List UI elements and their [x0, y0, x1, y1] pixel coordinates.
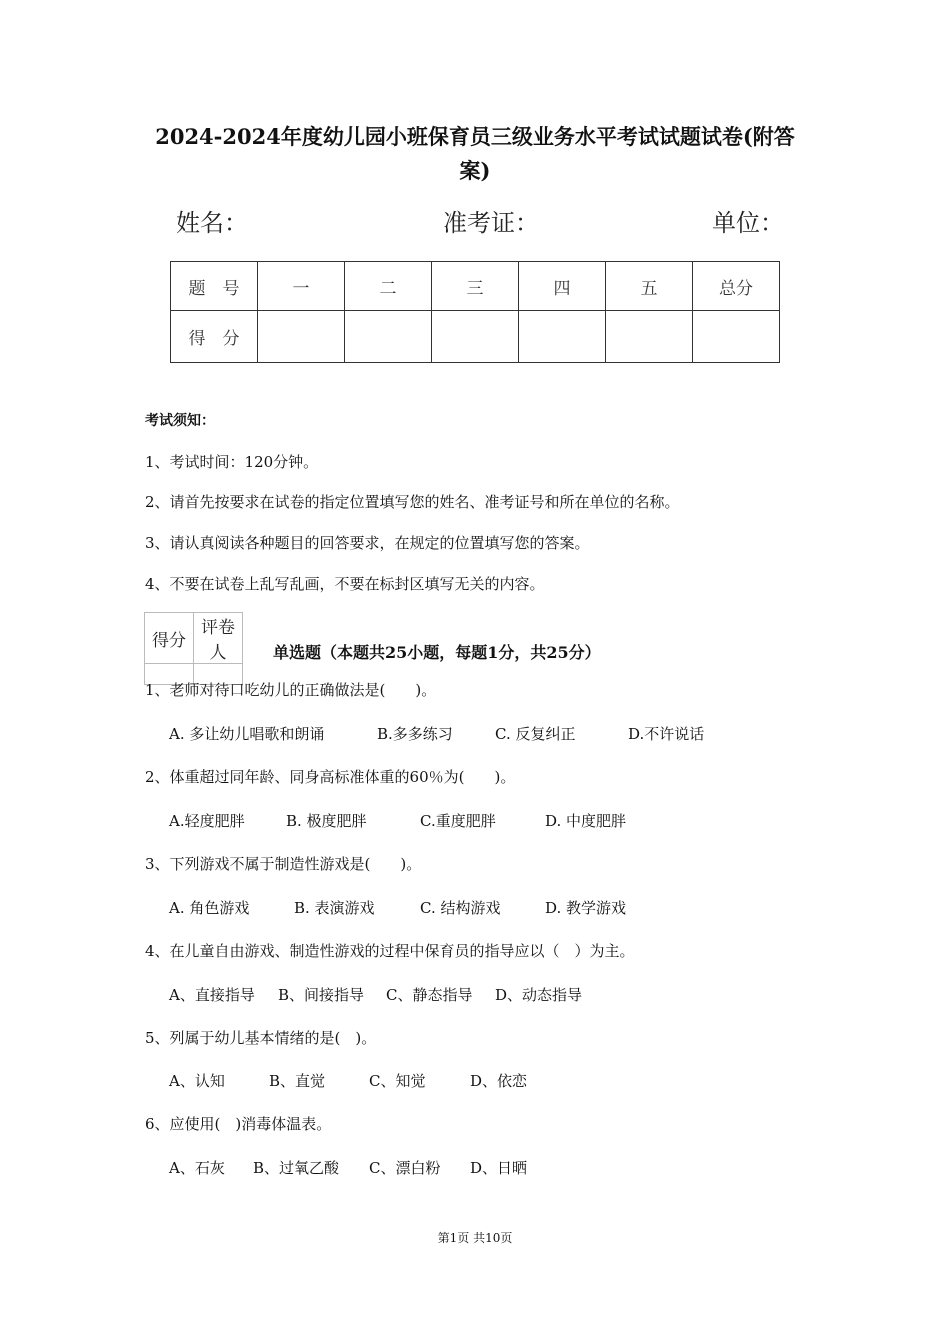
option: D. 中度肥胖 [545, 812, 627, 830]
question-text: 5、列属于幼儿基本情绪的是( )。 [145, 1029, 377, 1047]
option: A、直接指导 [169, 986, 255, 1004]
grader-box [144, 612, 243, 685]
option: B、间接指导 [278, 986, 365, 1004]
option: A. 多让幼儿唱歌和朗诵 [169, 725, 325, 743]
section-title: 单选题（本题共25小题，每题1分，共25分） [273, 643, 601, 662]
grader-reviewer-label: 评卷人 [194, 613, 243, 664]
exam-title: 2024-2024年度幼儿园小班保育员三级业务水平考试试题试卷(附答案) [155, 124, 795, 183]
option: C、知觉 [369, 1072, 426, 1090]
score-header-cell: 三 [432, 262, 519, 311]
notice-item: 1、考试时间：120分钟。 [145, 453, 319, 471]
option: C.重度肥胖 [420, 812, 496, 830]
exam-id-label: 准考证： [443, 209, 539, 237]
option: A、石灰 [169, 1159, 225, 1177]
score-header-cell: 总分 [693, 262, 780, 311]
notice-title: 考试须知： [145, 413, 215, 429]
option: D、动态指导 [495, 986, 583, 1004]
score-cell [606, 311, 693, 363]
question-text: 1、老师对待口吃幼儿的正确做法是( )。 [145, 681, 437, 699]
option: C、静态指导 [386, 986, 473, 1004]
score-cell [432, 311, 519, 363]
question-text: 2、体重超过同年龄、同身高标准体重的60％为( )。 [145, 768, 516, 786]
option: B、直觉 [269, 1072, 326, 1090]
score-header-cell: 五 [606, 262, 693, 311]
score-header-cell: 题 号 [171, 262, 258, 311]
option: D. 教学游戏 [545, 899, 627, 917]
score-header-cell: 四 [519, 262, 606, 311]
score-header-cell: 二 [345, 262, 432, 311]
page-footer: 第1页 共10页 [437, 1231, 513, 1245]
option: C. 结构游戏 [420, 899, 501, 917]
question-text: 6、应使用( )消毒体温表。 [145, 1115, 332, 1133]
score-cell [258, 311, 345, 363]
option: B. 表演游戏 [294, 899, 375, 917]
question-text: 4、在儿童自由游戏、制造性游戏的过程中保育员的指导应以（ ）为主。 [145, 942, 635, 960]
grader-score-label: 得分 [145, 613, 194, 664]
option: B、过氧乙酸 [253, 1159, 340, 1177]
score-table-score-row [171, 311, 780, 363]
option: D、日晒 [470, 1159, 528, 1177]
notice-item: 4、不要在试卷上乱写乱画，不要在标封区填写无关的内容。 [145, 575, 545, 593]
name-label: 姓名： [176, 209, 248, 237]
notice-item: 3、请认真阅读各种题目的回答要求，在规定的位置填写您的答案。 [145, 534, 590, 552]
score-table [170, 261, 780, 363]
option: A.轻度肥胖 [169, 812, 245, 830]
option: D、依恋 [470, 1072, 528, 1090]
score-header-cell: 一 [258, 262, 345, 311]
option: D.不许说话 [628, 725, 705, 743]
score-row-label: 得 分 [171, 311, 258, 363]
notice-item: 2、请首先按要求在试卷的指定位置填写您的姓名、准考证号和所在单位的名称。 [145, 493, 680, 511]
option: C. 反复纠正 [495, 725, 576, 743]
option: C、漂白粉 [369, 1159, 441, 1177]
unit-label: 单位： [712, 209, 784, 237]
score-cell [345, 311, 432, 363]
score-cell [519, 311, 606, 363]
score-cell [693, 311, 780, 363]
option: B.多多练习 [377, 725, 453, 743]
option: B. 极度肥胖 [286, 812, 367, 830]
option: A. 角色游戏 [169, 899, 250, 917]
score-table-header-row [171, 262, 780, 311]
question-text: 3、下列游戏不属于制造性游戏是( )。 [145, 855, 422, 873]
option: A、认知 [169, 1072, 225, 1090]
